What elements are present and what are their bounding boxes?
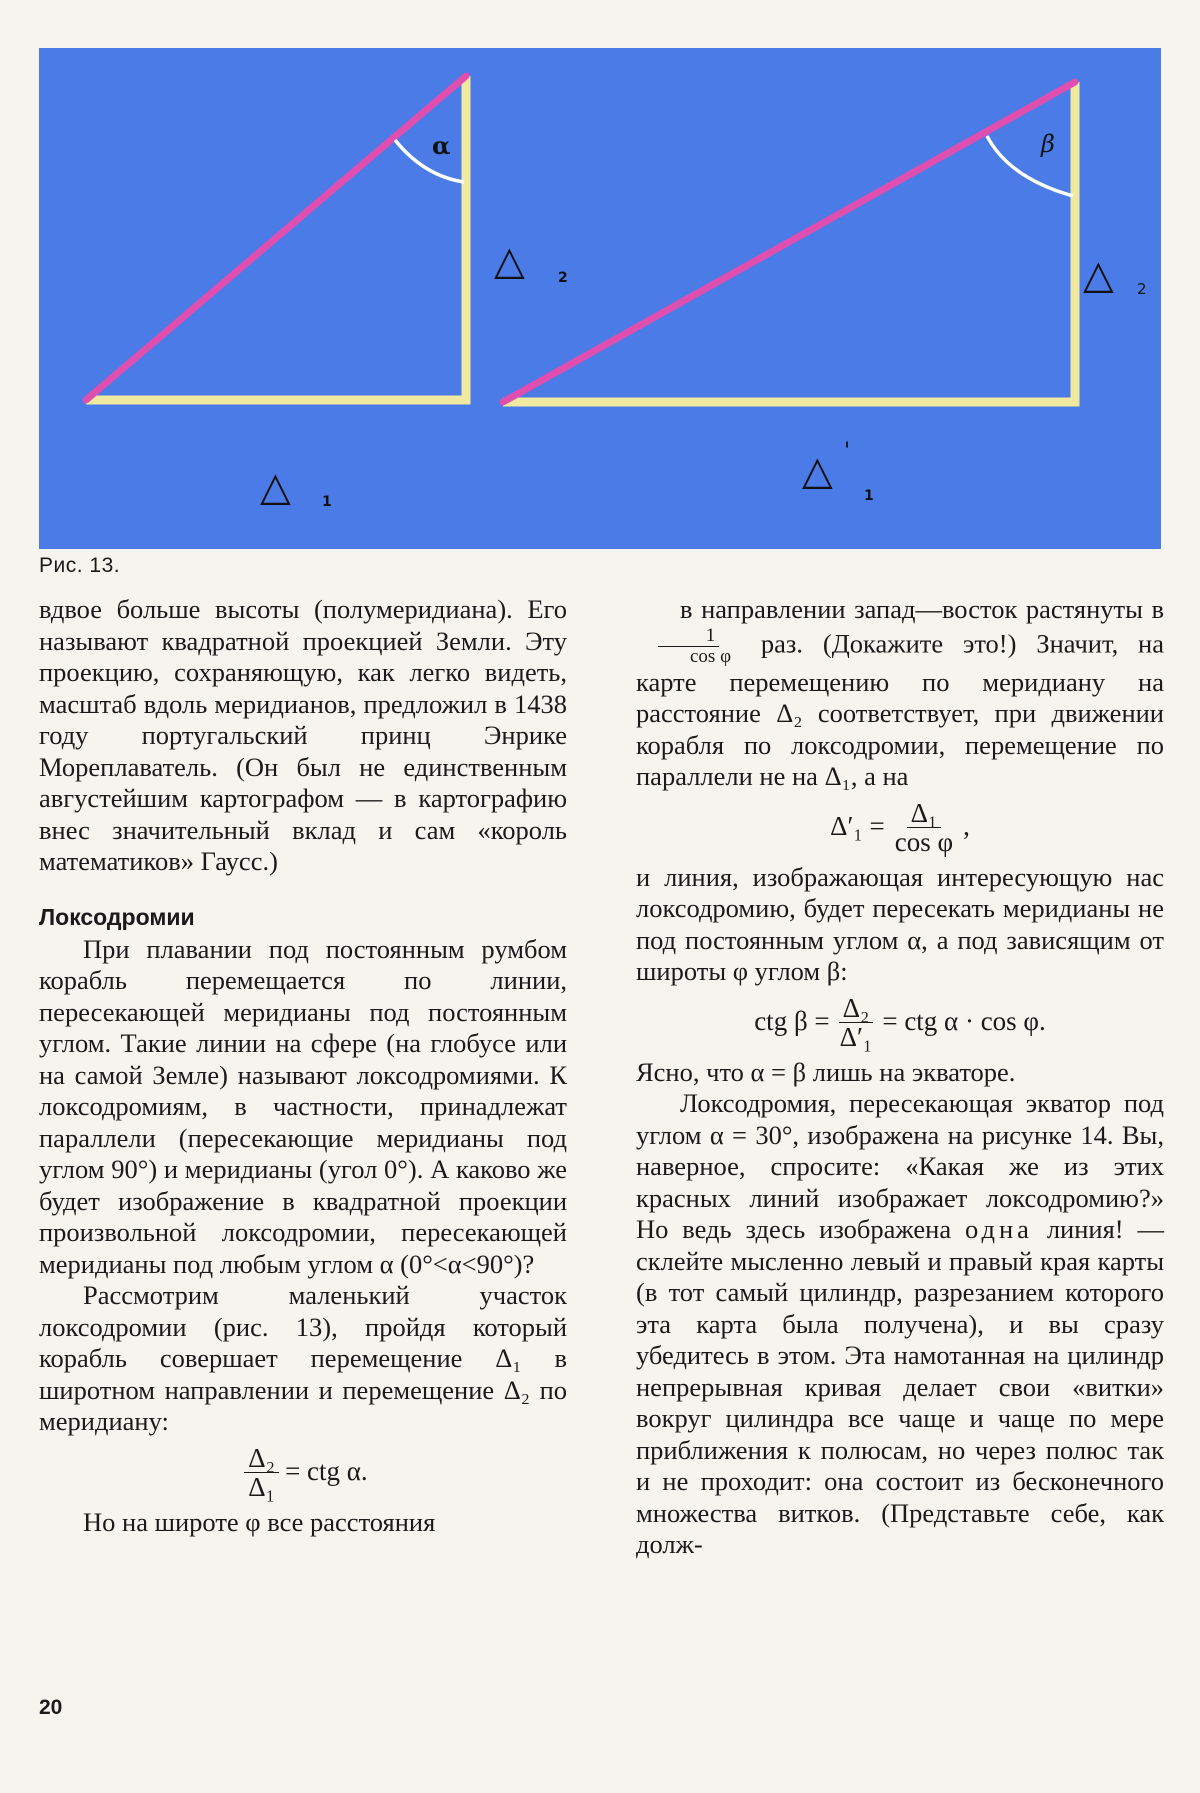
formula-3-rest: = ctg α · cos φ. — [882, 1006, 1046, 1037]
formula-delta-prime — [636, 799, 1164, 856]
left-paragraph-4: Но на широте φ все расстояния — [83, 1506, 436, 1537]
right-paragraph-1b: раз. (Докажите это!) Значит, на карте перемещению по меридиану на расстояние Δ₂ соответствует, при движении корабля по локсодромии, перемещение по параллели не на Δ₁, а на — [636, 628, 1164, 791]
right-paragraph-2: и линия, изображающая интересующую нас локсодромию, будет пересекать меридианы не под постоянным углом α, а под зависящим от широты φ углом β: — [636, 861, 1164, 986]
formula-3-left: ctg β = — [754, 1006, 830, 1037]
right-angle-arc — [987, 136, 1073, 196]
formula-3-numerator: Δ₂ — [839, 994, 874, 1023]
right-horizontal-delta-sup: ' — [844, 439, 851, 464]
formula-2-left: Δ′₁ = — [830, 811, 885, 842]
left-triangle-hypotenuse — [86, 76, 466, 400]
left-vertical-delta-sub: 2 — [558, 270, 568, 286]
triangles-diagram — [39, 48, 1161, 549]
right-column — [636, 594, 1164, 1561]
left-paragraph-1: вдвое больше высоты (полумеридиана). Его называют квадратной проекцией Земли. Эту проекцию, сохраняющую, как легко видеть, масштаб вдоль меридианов, предложил в 1438 году португальский принц Энрике Мореплаватель. (Он был не единственным августейшим картографом — в картографию внес значительный вклад и сам «король математиков» Гаусс.) — [39, 594, 567, 876]
right-paragraph-4a: Локсодромия, пересекающая экватор под углом α = 30°, изображена на рисунке 14. Вы, наверное, спросите: «Какая же из этих красных линий изображает локсодромию?» Но ведь здесь изображена — [636, 1088, 1164, 1244]
page-number: 20 — [39, 1696, 63, 1719]
right-vertical-delta: △ — [1083, 252, 1114, 298]
right-paragraph-3: Ясно, что α = β лишь на экваторе. — [636, 1056, 1016, 1087]
formula-1-denominator: Δ₁ — [248, 1471, 276, 1502]
inline-fraction-denominator: cos φ — [690, 645, 732, 667]
left-paragraph-3: Рассмотрим маленький участок локсодромии (рис. 13), пройдя который корабль совершает перемещение Δ₁ в широтном направлении и перемещение Δ₂ по меридиану: — [39, 1280, 567, 1436]
formula-ctg-beta — [636, 994, 1164, 1051]
formula-3-denominator: Δ′₁ — [839, 1021, 873, 1052]
right-paragraph-1a: в направлении запад—восток растянуты в — [680, 594, 1164, 624]
right-paragraph-1 — [636, 594, 1164, 793]
left-column — [39, 594, 567, 1538]
right-horizontal-delta-sub: 1 — [864, 488, 874, 504]
formula-1-rest: = ctg α. — [285, 1456, 368, 1487]
spaced-emphasis: одна — [964, 1214, 1033, 1244]
formula-ctg-alpha — [39, 1444, 567, 1501]
left-angle-arc — [395, 140, 464, 182]
right-vertical-delta-sub: 2 — [1137, 280, 1147, 298]
formula-3-fraction — [836, 994, 877, 1051]
formula-1-fraction — [244, 1444, 279, 1501]
formula-2-rest: , — [963, 811, 970, 842]
right-paragraph-4b: линия! — склейте мысленно левый и правый края карты (в тот самый цилиндр, разрезанием которого эта карта была получена), и вы сразу убедитесь в этом. Эта намотанная на цилиндр непрерывная кривая делает свои «витки» вокруг цилиндра все чаще и чаще по мере приближения к полюсам, но через полюс так и не проходит: она состоит из бесконечного множества витков. (Представьте себе, как долж- — [636, 1214, 1164, 1559]
left-horizontal-delta: △ — [260, 464, 291, 510]
inline-fraction-sec-phi — [642, 626, 735, 667]
figure-caption: Рис. 13. — [39, 554, 121, 577]
formula-1-numerator: Δ₂ — [244, 1444, 279, 1473]
right-triangle-hypotenuse — [503, 82, 1075, 402]
right-horizontal-delta: △ — [802, 448, 833, 494]
formula-2-denominator: cos φ — [894, 826, 954, 857]
figure-13 — [39, 48, 1161, 549]
left-angle-label: α — [432, 131, 451, 160]
formula-2-numerator: Δ₁ — [907, 799, 942, 828]
formula-2-fraction — [891, 799, 957, 856]
right-paragraph-4 — [636, 1088, 1164, 1561]
left-vertical-delta: △ — [494, 238, 525, 284]
inline-fraction-numerator: 1 — [658, 626, 720, 647]
left-paragraph-2: При плавании под постоянным румбом корабль перемещается по линии, пересекающей меридианы под постоянным углом. Такие линии на сфере (на глобусе или на самой Земле) называют локсодромиями. К локсодромиям, в частности, принадлежат параллели (пересекающие меридианы под углом 90°) и меридианы (угол 0°). А каково же будет изображение в квадратной проекции произвольной локсодромии, пересекающей меридианы под любым углом α (0°<α<90°)? — [39, 933, 567, 1279]
section-heading: Локсодромии — [39, 903, 195, 930]
right-angle-label: β — [1041, 130, 1055, 158]
left-horizontal-delta-sub: 1 — [322, 494, 332, 510]
